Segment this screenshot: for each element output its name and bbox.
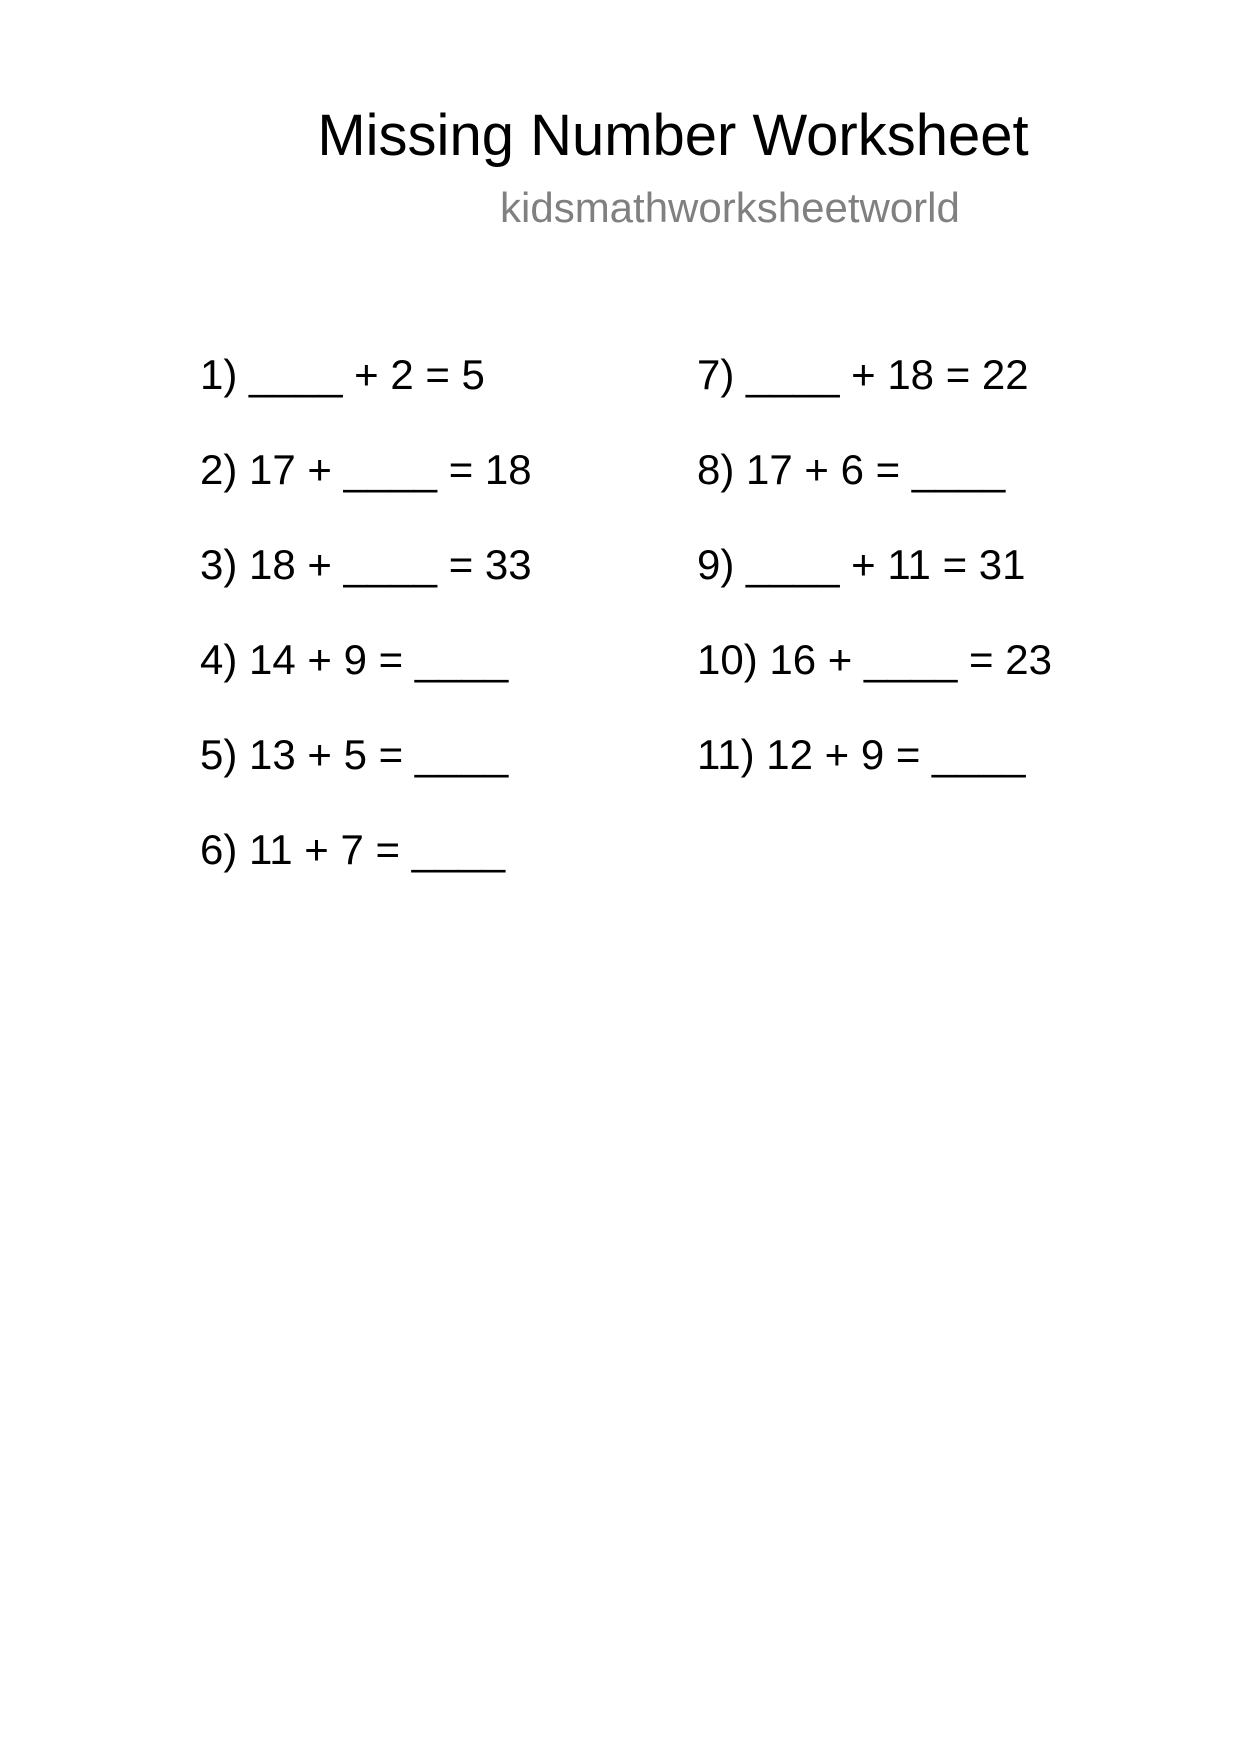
worksheet-title: Missing Number Worksheet xyxy=(317,103,1029,168)
problem-column-right xyxy=(697,345,1052,820)
problem-9: 9) ____ + 11 = 31 xyxy=(697,541,1026,588)
problem-8: 8) 17 + 6 = ____ xyxy=(697,446,1006,493)
problem-4: 4) 14 + 9 = ____ xyxy=(200,636,509,683)
problem-5: 5) 13 + 5 = ____ xyxy=(200,731,509,778)
problem-3: 3) 18 + ____ = 33 xyxy=(200,541,532,588)
problem-7: 7) ____ + 18 = 22 xyxy=(697,351,1029,398)
problem-11: 11) 12 + 9 = ____ xyxy=(697,731,1026,778)
problem-10: 10) 16 + ____ = 23 xyxy=(697,636,1052,683)
problem-2: 2) 17 + ____ = 18 xyxy=(200,446,532,493)
problem-6: 6) 11 + 7 = ____ xyxy=(200,826,506,873)
problem-1: 1) ____ + 2 = 5 xyxy=(200,351,485,398)
problem-column-left xyxy=(200,345,532,915)
worksheet-source: kidsmathworksheetworld xyxy=(500,184,960,231)
